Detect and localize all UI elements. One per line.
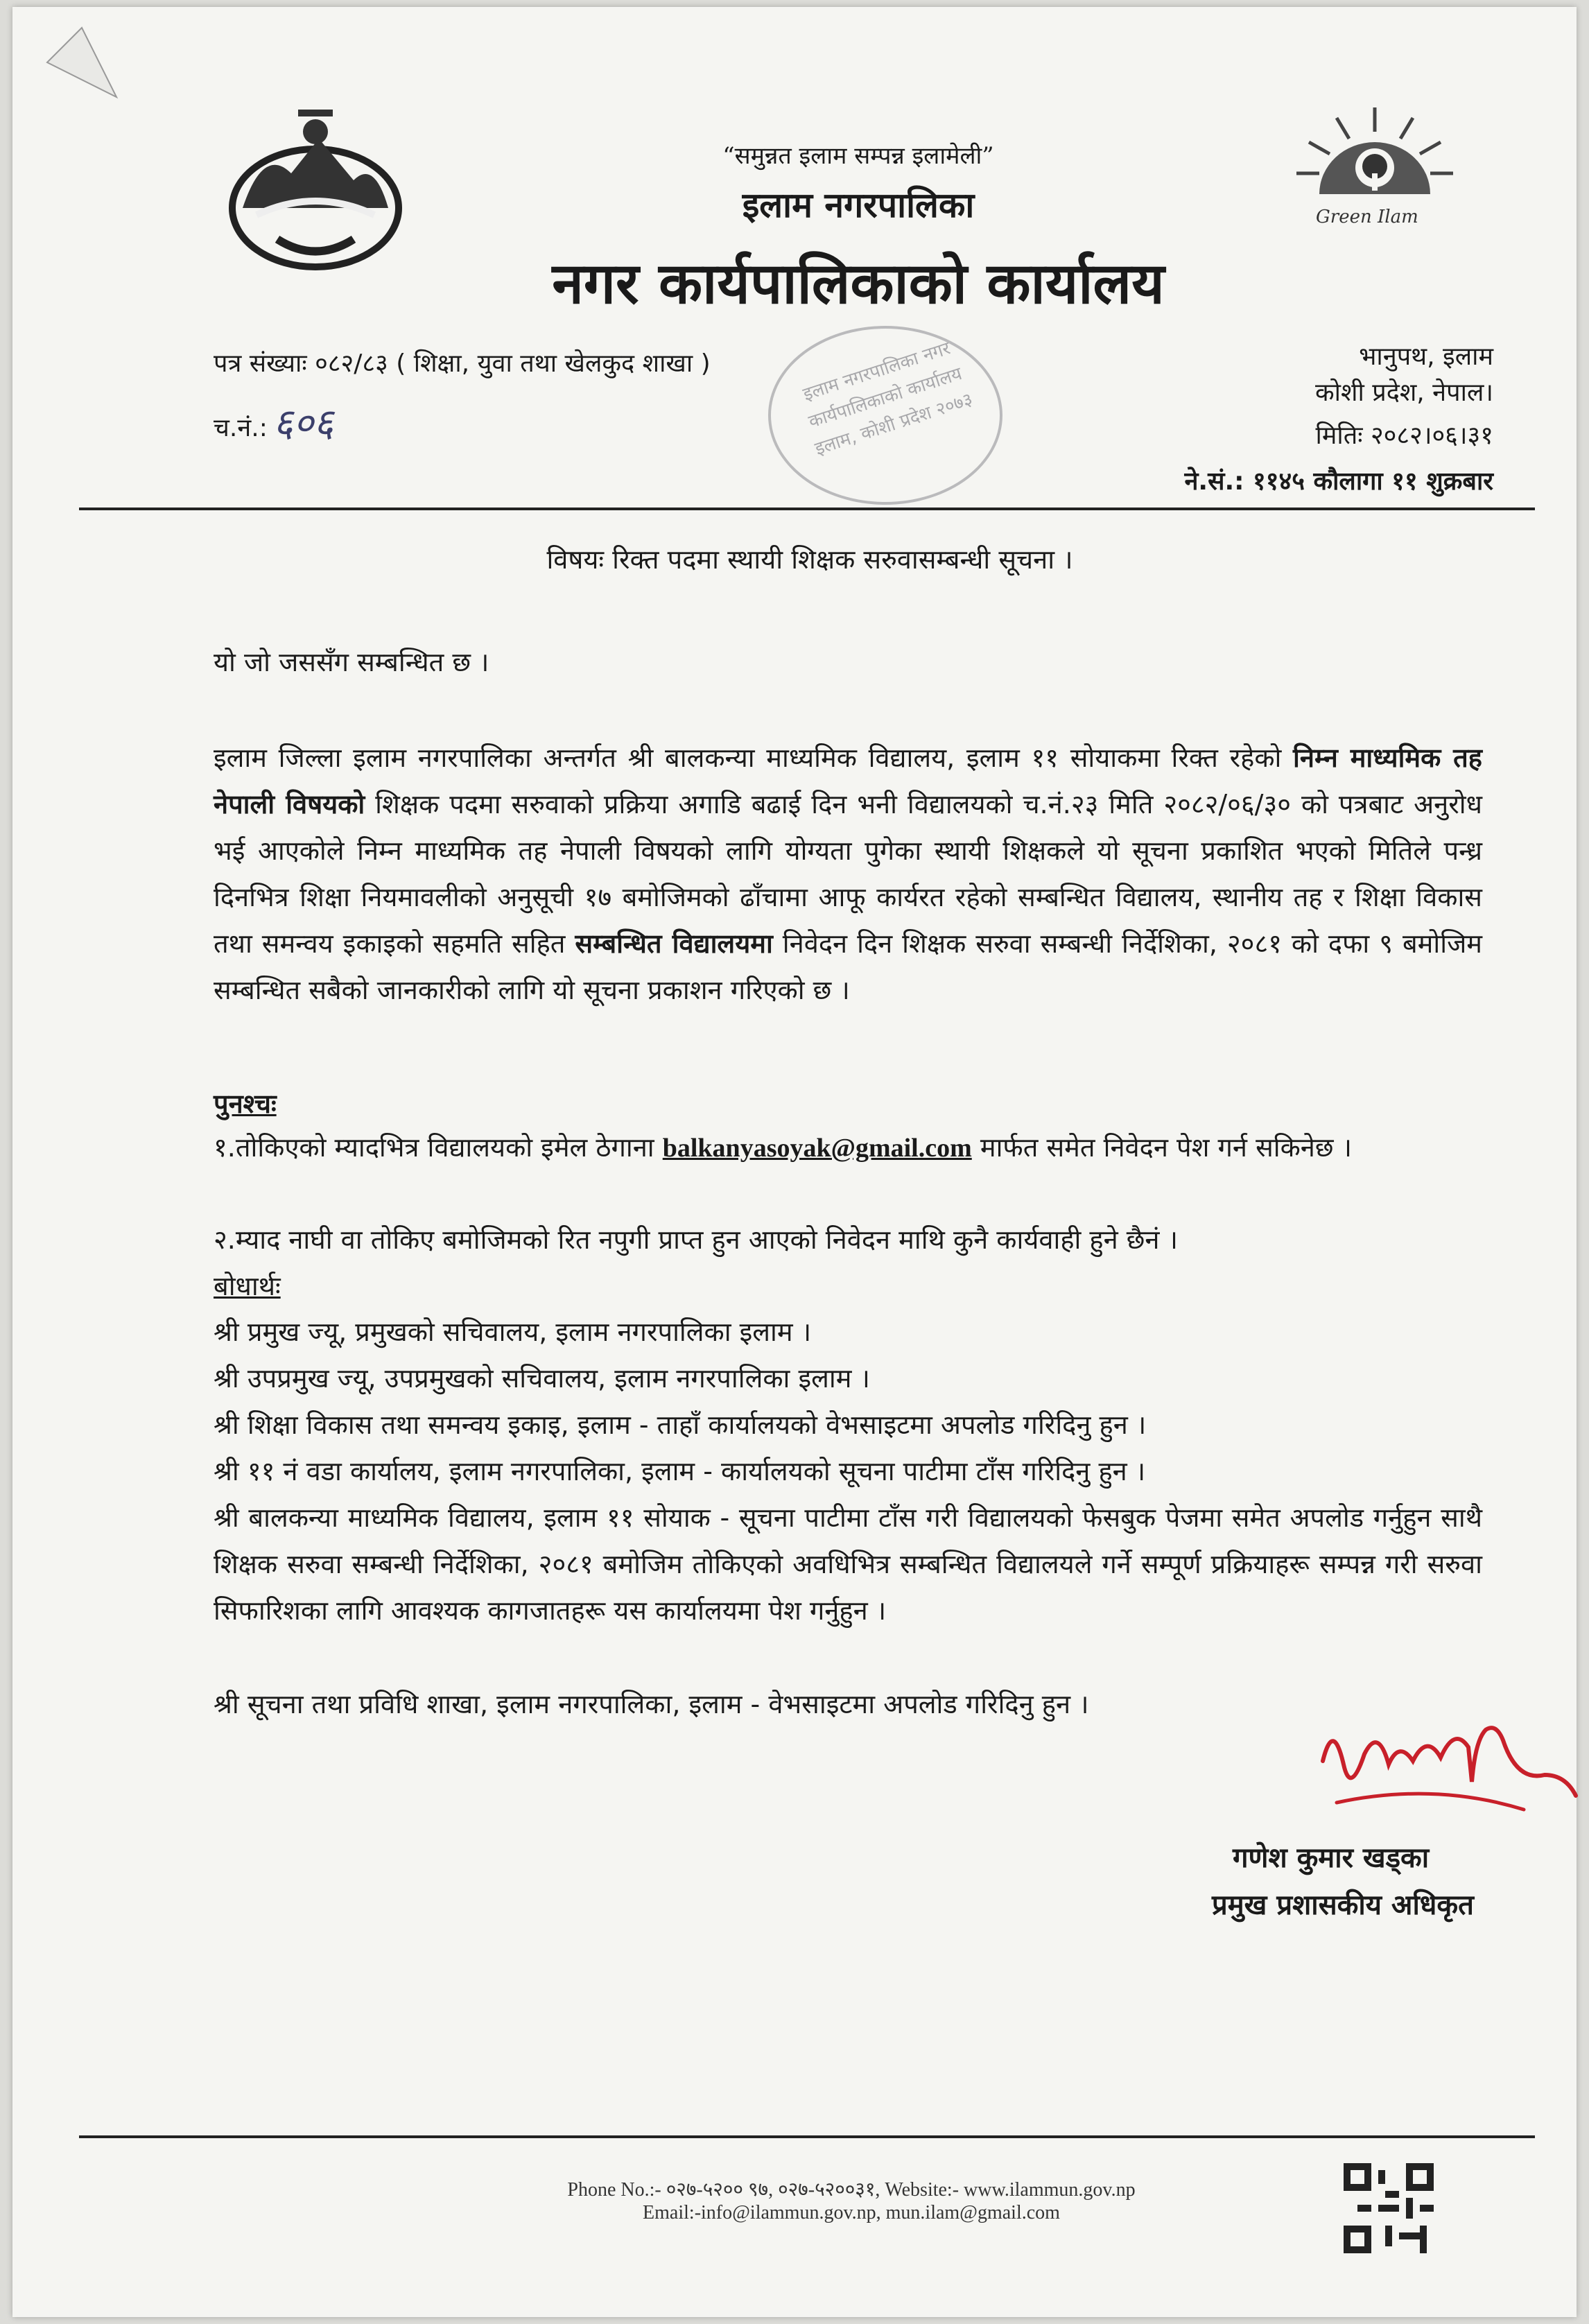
municipality-name: इलाम नगरपालिका (742, 184, 975, 225)
footer-email: Email:-info@ilammun.gov.np, mun.ilam@gmail.com (643, 2202, 1060, 2223)
nepal-emblem-icon (215, 104, 416, 277)
cc-item: श्री शिक्षा विकास तथा समन्वय इकाइ, इलाम - ताहाँ कार्यालयको वेभसाइटमा अपलोड गरिदिनु हुन । (214, 1410, 1147, 1440)
cc-item: श्री उपप्रमुख ज्यू, उपप्रमुखको सचिवालय, इलाम नगरपालिका इलाम । (214, 1363, 870, 1394)
cc-item: श्री ११ नं वडा कार्यालय, इलाम नगरपालिका, इलाम - कार्यालयको सूचना पाटीमा टाँस गरिदिनु हुन । (214, 1456, 1146, 1486)
letter-date: मितिः २०८२।०६।३१ (1315, 422, 1493, 450)
school-email-link[interactable]: balkanyasoyak@gmail.com (662, 1134, 972, 1163)
office-stamp (768, 326, 1002, 505)
signatory-title: प्रमुख प्रशासकीय अधिकृत (1212, 1889, 1474, 1921)
nepal-sambat-date: ने.सं.: ११४५ कौलागा ११ शुक्रबार (1184, 467, 1493, 496)
qr-code-icon (1344, 2163, 1434, 2253)
cc-item: श्री सूचना तथा प्रविधि शाखा, इलाम नगरपालिका, इलाम - वेभसाइटमा अपलोड गरिदिनु हुन । (214, 1689, 1089, 1719)
cc-item: श्री प्रमुख ज्यू, प्रमुखको सचिवालय, इलाम नगरपालिका इलाम । (214, 1317, 812, 1347)
main-paragraph (214, 735, 1482, 1014)
reference-number: पत्र संख्याः ०८२/८३ ( शिक्षा, युवा तथा खेलकुद शाखा ) (214, 349, 711, 378)
cc-label: बोधार्थः (214, 1271, 281, 1301)
address-line-1: भानुपथ, इलाम (1359, 342, 1493, 371)
salutation: यो जो जससँग सम्बन्धित छ । (214, 647, 489, 677)
postscript-label: पुनश्चः (214, 1089, 277, 1119)
postscript-item-1-text: १.तोकिएको म्यादभित्र विद्यालयको इमेल ठेगाना (214, 1132, 663, 1163)
paragraph-text-2: शिक्षक पदमा सरुवाको प्रक्रिया अगाडि बढाई दिन भनी विद्यालयको च.नं.२३ मिति २०८२/०६/३० को पत्रबाट अनुरोध भई आएकोले निम्न माध्यमिक तह नेपाली विषयको लागि योग्यता पुगेका स्थायी शिक्षकले यो सूचना प्रकाशित भएको मितिले पन्ध्र दिनभित्र शिक्षा नियमावलीको अनुसूची १७ बमोजिमको ढाँचामा आफू कार्यरत रहेको सम्बन्धित विद्यालय, स्थानीय तह र शिक्षा विकास तथा समन्वय इकाइको सहमति सहित (214, 789, 1483, 959)
paragraph-text-1: इलाम जिल्ला इलाम नगरपालिका अन्तर्गत श्री बालकन्या माध्यमिक विद्यालय, इलाम ११ सोयाकमा रिक्त रहेको (214, 743, 1294, 773)
paragraph-bold-school: सम्बन्धित विद्यालयमा (575, 928, 773, 959)
paragraph-text-3: निवेदन दिन शिक्षक सरुवा सम्बन्धी निर्देशिका, २०८१ को दफा ९ बमोजिम सम्बन्धित सबैको जानकारीको लागि यो सूचना प्रकाशन गरिएको छ । (214, 928, 1482, 1005)
dispatch-number-row (214, 395, 333, 448)
letter-page (12, 7, 1577, 2317)
cc-item: श्री बालकन्या माध्यमिक विद्यालय, इलाम ११ सोयाक - सूचना पाटीमा टाँस गरी विद्यालयको फेसबुक पेजमा समेत अपलोड गर्नुहुन साथै शिक्षक सरुवा सम्बन्धी निर्देशिका, २०८१ बमोजिम तोकिएको अवधिभित्र सम्बन्धित विद्यालयले गर्ने सम्पूर्ण प्रक्रियाहरू सम्पन्न गरी सरुवा सिफारिशका लागि आवश्यक कागजातहरू यस कार्यालयमा पेश गर्नुहुन । (214, 1502, 1482, 1626)
slogan: “समुन्नत इलाम सम्पन्न इलामेली” (722, 142, 994, 170)
footer-divider (79, 2135, 1535, 2138)
postscript-item-2: २.म्याद नाघी वा तोकिए बमोजिमको रित नपुगी प्राप्त हुन आएको निवेदन माथि कुनै कार्यवाही हुने छैनं । (214, 1224, 1178, 1255)
office-title: नगर कार्यपालिकाको कार्यालय (552, 250, 1165, 317)
dispatch-label: च.नं.: (214, 414, 268, 442)
green-ilam-logo-text: Green Ilam (1316, 207, 1418, 227)
stamp-text: इलाम नगरपालिका नगर कार्यपालिकाको कार्यालय इलाम, कोशी प्रदेश २०७३ (800, 338, 975, 460)
signatory-name: गणेश कुमार खड्का (1233, 1842, 1430, 1874)
address-line-2: कोशी प्रदेश, नेपाल। (1315, 379, 1493, 407)
folded-corner (40, 21, 123, 104)
postscript-item-1 (214, 1125, 1482, 1172)
postscript-item-1-tail: मार्फत समेत निवेदन पेश गर्न सकिनेछ । (971, 1132, 1352, 1163)
header-divider (79, 508, 1535, 510)
dispatch-number: ६०६ (272, 401, 334, 446)
paragraph-bold-subject: निम्न माध्यमिक तह नेपाली विषयको (214, 743, 1482, 820)
handwritten-signature (1295, 1699, 1586, 1837)
letter-subject: विषयः रिक्त पदमा स्थायी शिक्षक सरुवासम्बन्धी सूचना । (546, 544, 1073, 575)
footer-contact: Phone No.:- ०२७-५२०० ९७, ०२७-५२००३१, Website:- www.ilammun.gov.np (567, 2179, 1136, 2201)
